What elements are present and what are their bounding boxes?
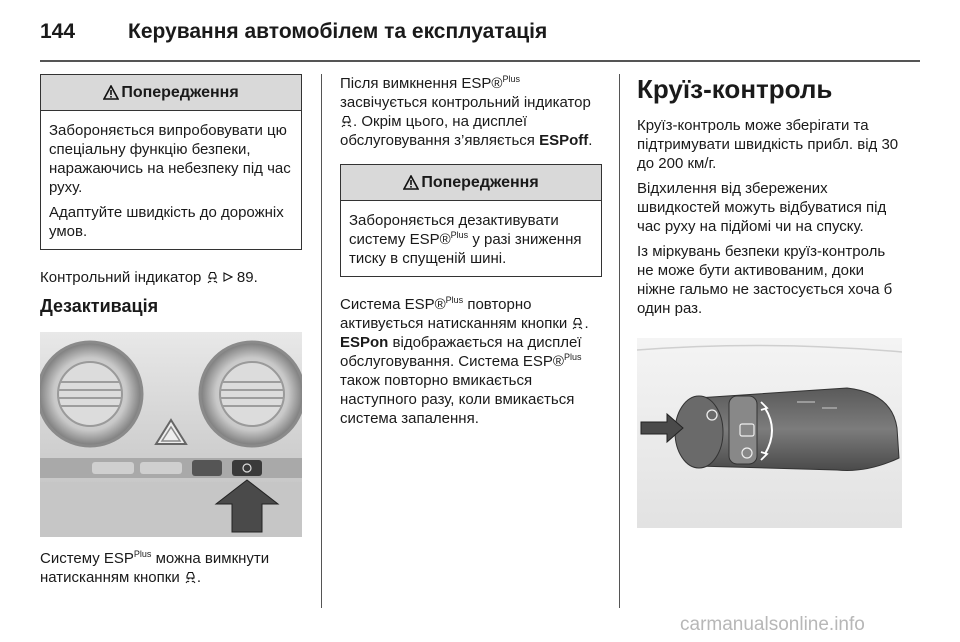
page-reference-triangle-icon[interactable] [223,272,233,282]
espoff-label: ESPoff [539,132,589,149]
page-number: 144 [40,20,76,43]
warning-text [349,211,593,268]
cruise-control-heading: Круїз-контроль [637,74,833,104]
indicator-paragraph [40,268,302,287]
text: також повторно вмикається наступного разу, коли вмикається система запалення. [340,372,575,427]
esp-car-skid-icon [206,270,219,284]
plus-superscript: Plus [563,352,582,362]
warning-text-2: Адаптуйте швидкість до дорожніх умов. [49,204,284,240]
after-deactivation-paragraph [340,74,602,150]
column-3 [637,74,902,528]
warning-box-1 [40,74,302,250]
column-1 [40,74,302,597]
text: . Окрім цього, на дисплеї обслуговування з’являється [340,113,535,149]
cruise-paragraph-1: Круїз-контроль може зберігати та підтримувати швидкість прибл. від 30 до 200 км/г. [637,117,899,172]
esp-car-skid-icon [184,570,197,584]
page-header [40,14,920,64]
column-2 [340,74,602,438]
page-title: Керування автомобілем та експлуатація [128,20,548,43]
plus-superscript: Plus [502,74,520,84]
column-divider-2 [619,74,620,608]
text: повторно активується натисканням кнопки [340,296,568,332]
espon-paragraph [340,333,602,428]
cruise-paragraph-2: Відхилення від збережених швидкостей можуть відбуватися під час руху на підйомі чи на спуску. [637,180,887,235]
period: . [588,132,593,149]
text: Система ESP® [340,296,446,313]
text: у разі зниження тиску в спущеній шині. [349,231,582,267]
espon-label: ESPon [340,334,389,351]
plus-superscript: Plus [445,295,464,305]
indicator-page-ref[interactable]: 89. [236,269,258,286]
dashboard-button-photo [40,332,302,537]
text: Забороняється дезактивувати систему ESP® [349,212,559,248]
text: засвічується контрольний індикатор [340,94,591,111]
plus-superscript: Plus [450,230,469,240]
warning-body [41,111,301,249]
deactivation-heading: Дезактивація [40,296,159,316]
warning-header [341,165,601,201]
switch-off-text-continued: можна вимкнути натисканням кнопки [40,550,270,586]
warning-heading: Попередження [121,84,239,101]
column-divider-1 [321,74,322,608]
switch-off-text: Систему ESP [40,550,134,567]
footer-watermark: carmanualsonline.info [680,614,865,635]
text: відображається на дисплеї обслуговування. Система ESP® [340,334,582,370]
reactivation-paragraph [340,295,602,333]
cruise-control-lever-photo [637,338,902,528]
text: Після вимкнення ESP® [340,75,503,92]
period: . [584,315,589,332]
warning-text-1: Забороняється випробовувати цю спеціальну функцію безпеки, наражаючись на небезпеку під час руху. [49,122,291,196]
warning-box-2 [340,164,602,277]
esp-car-skid-icon [340,114,353,128]
plus-superscript: Plus [133,549,152,559]
indicator-text: Контрольний індикатор [40,269,202,286]
warning-triangle-icon [103,85,119,100]
warning-heading: Попередження [421,174,539,191]
warning-triangle-icon [403,175,419,190]
header-rule [40,60,920,62]
esp-car-skid-icon [571,316,584,330]
warning-body [341,201,601,276]
warning-header [41,75,301,111]
period: . [196,569,202,586]
switch-off-paragraph [40,549,302,587]
cruise-paragraph-3: Із міркувань безпеки круїз-контроль не може бути активованим, доки ніжне гальмо не застосується хоча б один раз. [637,243,893,317]
